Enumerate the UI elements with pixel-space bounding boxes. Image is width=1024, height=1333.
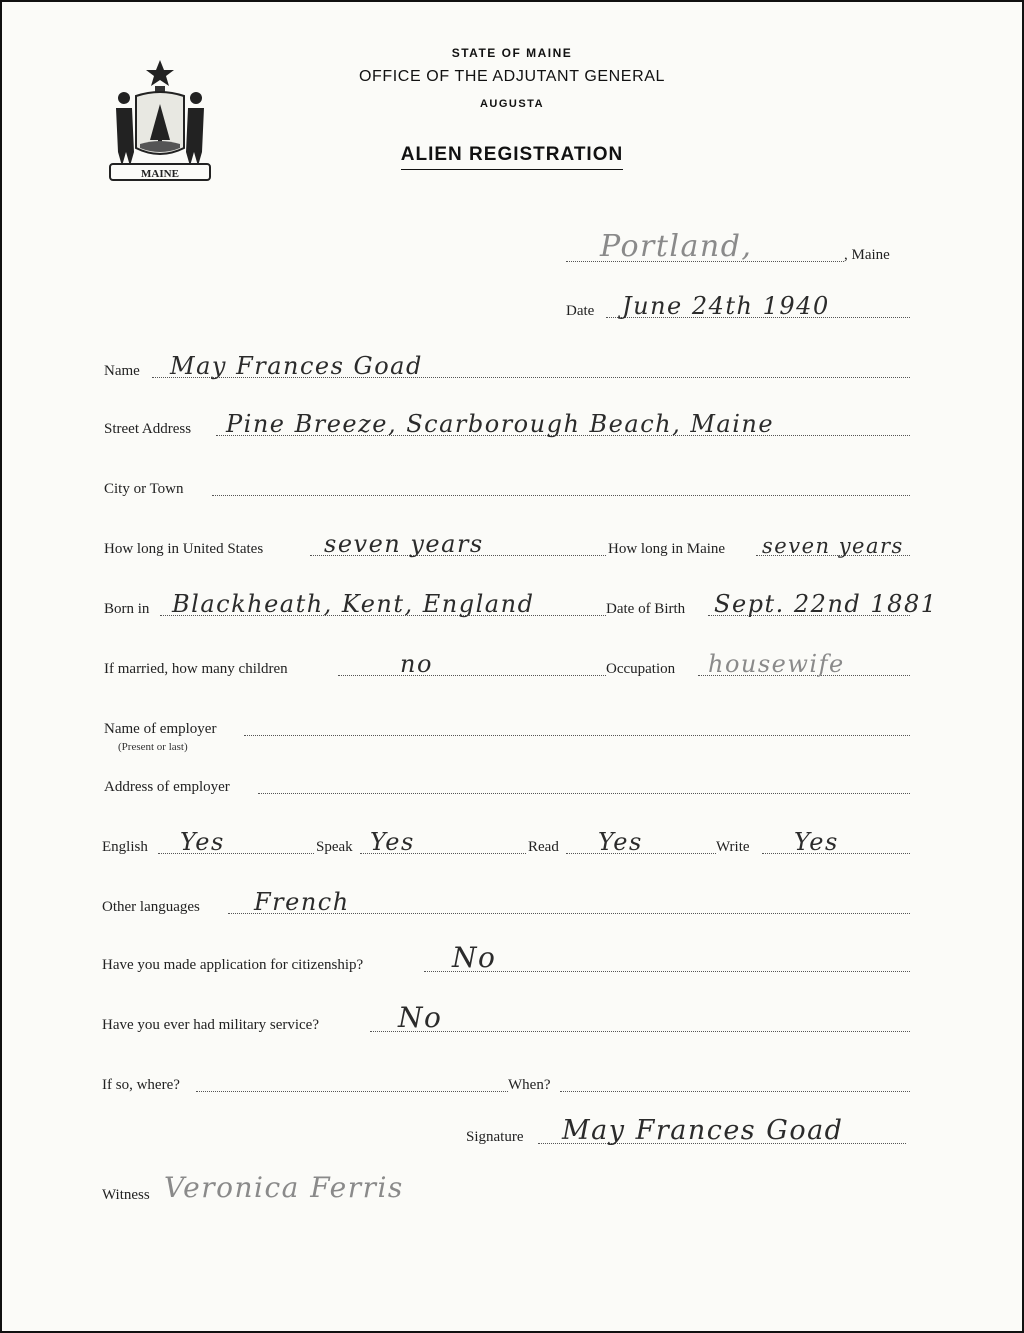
date-of-birth-value[interactable]: Sept. 22nd 1881 xyxy=(714,590,938,618)
english-row xyxy=(102,828,910,860)
children-occupation-row xyxy=(104,650,924,682)
military-label: Have you ever had military service? xyxy=(102,1017,319,1033)
citizenship-field[interactable] xyxy=(102,941,910,978)
place-value: Portland, xyxy=(600,229,753,264)
where-when-row xyxy=(102,1072,910,1098)
name-value: May Frances Goad xyxy=(170,352,423,380)
date-of-birth-label: Date of Birth xyxy=(606,601,686,617)
signature-label: Signature xyxy=(466,1129,524,1145)
name-field[interactable] xyxy=(104,352,910,384)
where-label: If so, where? xyxy=(102,1077,180,1093)
other-languages-label: Other languages xyxy=(102,899,200,915)
employer-name-label: Name of employer xyxy=(104,721,217,737)
born-in-label: Born in xyxy=(104,601,150,617)
date-value: June 24th 1940 xyxy=(622,292,830,320)
form-title: ALIEN REGISTRATION xyxy=(0,144,1024,166)
children-label: If married, how many children xyxy=(104,661,288,677)
city-or-town-field[interactable] xyxy=(104,476,910,502)
how-long-row xyxy=(104,530,924,562)
signature-value: May Frances Goad xyxy=(562,1115,844,1146)
born-in-value[interactable]: Blackheath, Kent, England xyxy=(172,590,535,618)
write-value[interactable]: Yes xyxy=(794,828,839,856)
date-label: Date xyxy=(566,303,595,319)
write-label: Write xyxy=(716,839,750,855)
header-city: AUGUSTA xyxy=(479,98,545,110)
english-label: English xyxy=(102,839,148,855)
military-value: No xyxy=(398,1001,443,1034)
other-languages-field[interactable] xyxy=(102,888,910,920)
how-long-maine-label: How long in Maine xyxy=(608,541,726,557)
speak-value[interactable]: Yes xyxy=(370,828,415,856)
employer-name-note: (Present or last) xyxy=(118,741,188,753)
occupation-value[interactable]: housewife xyxy=(708,650,845,678)
citizenship-label: Have you made application for citizenship? xyxy=(102,957,364,973)
place-field[interactable] xyxy=(566,229,916,268)
employer-address-label: Address of employer xyxy=(104,779,230,795)
witness-label: Witness xyxy=(102,1187,150,1203)
employer-name-field[interactable] xyxy=(104,716,910,742)
other-languages-value: French xyxy=(254,888,350,916)
date-field[interactable] xyxy=(566,292,910,324)
english-value[interactable]: Yes xyxy=(180,828,225,856)
read-value[interactable]: Yes xyxy=(598,828,643,856)
how-long-us-label: How long in United States xyxy=(104,541,264,557)
witness-field[interactable] xyxy=(102,1171,562,1208)
name-label: Name xyxy=(104,363,140,379)
citizenship-value: No xyxy=(452,941,497,974)
speak-label: Speak xyxy=(316,839,353,855)
occupation-label: Occupation xyxy=(606,661,676,677)
how-long-us-value[interactable]: seven years xyxy=(324,530,484,558)
employer-address-field[interactable] xyxy=(104,774,910,800)
military-field[interactable] xyxy=(102,1001,910,1038)
header-office: OFFICE OF THE ADJUTANT GENERAL xyxy=(358,68,666,85)
witness-value: Veronica Ferris xyxy=(164,1171,404,1204)
signature-field[interactable] xyxy=(466,1115,906,1150)
children-value[interactable]: no xyxy=(400,650,433,678)
how-long-maine-value[interactable]: seven years xyxy=(762,534,904,558)
street-address-value: Pine Breeze, Scarborough Beach, Maine xyxy=(226,410,775,438)
header-state: STATE OF MAINE xyxy=(451,46,573,60)
read-label: Read xyxy=(528,839,559,855)
street-address-field[interactable] xyxy=(104,410,910,442)
street-address-label: Street Address xyxy=(104,421,192,437)
birth-row xyxy=(104,590,938,622)
when-label: When? xyxy=(508,1077,551,1093)
seal-banner-text: MAINE xyxy=(141,168,179,180)
city-or-town-label: City or Town xyxy=(104,481,184,497)
place-suffix-label: , Maine xyxy=(844,247,890,263)
